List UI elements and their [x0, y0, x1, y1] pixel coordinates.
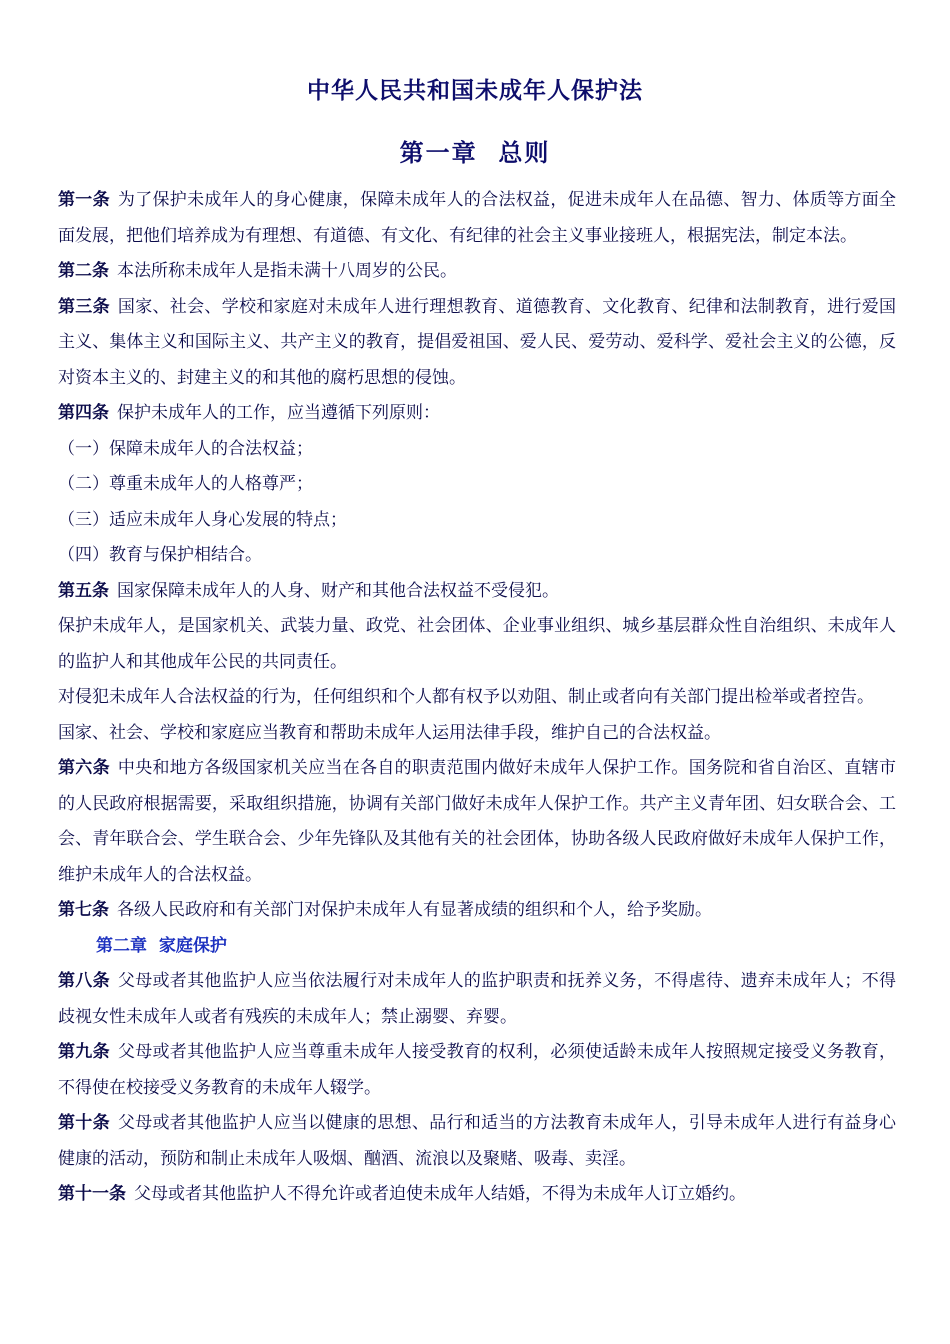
article-paragraph — [58, 1177, 896, 1213]
article-number: 第十一条 — [58, 1184, 126, 1204]
article-number: 第二条 — [58, 261, 109, 281]
article-text: （一）保障未成年人的合法权益； — [58, 438, 313, 459]
article-number: 第八条 — [58, 971, 110, 991]
article-text: （三）适应未成年人身心发展的特点； — [58, 509, 347, 530]
document-body — [58, 183, 896, 1213]
paragraph — [58, 680, 896, 716]
chapter-2-articles — [58, 964, 896, 1213]
article-text: 国家保障未成年人的人身、财产和其他合法权益不受侵犯。 — [117, 580, 559, 601]
article-text: 父母或者其他监护人不得允许或者迫使未成年人结婚，不得为未成年人订立婚约。 — [134, 1184, 746, 1204]
article-paragraph — [58, 893, 896, 929]
article-paragraph — [58, 396, 896, 432]
paragraph — [58, 503, 896, 539]
article-number: 第四条 — [58, 403, 109, 423]
article-paragraph — [58, 254, 896, 290]
article-text: 对侵犯未成年人合法权益的行为，任何组织和个人都有权予以劝阻、制止或者向有关部门提出检举或者控告。 — [58, 687, 874, 707]
article-paragraph — [58, 290, 896, 397]
article-number: 第十条 — [58, 1113, 110, 1133]
article-number: 第五条 — [58, 580, 109, 601]
chapter-1-title: 第一章 总则 — [399, 139, 551, 167]
article-paragraph — [58, 751, 896, 893]
article-text: 保护未成年人的工作，应当遵循下列原则： — [117, 403, 440, 423]
article-text: 保护未成年人，是国家机关、武装力量、政党、社会团体、企业事业组织、城乡基层群众性自治组织、未成年人的监护人和其他成年公民的共同责任。 — [58, 616, 896, 672]
article-number: 第一条 — [58, 190, 110, 210]
article-text: 中央和地方各级国家机关应当在各自的职责范围内做好未成年人保护工作。国务院和省自治区、直辖市的人民政府根据需要，采取组织措施，协调有关部门做好未成年人保护工作。共产主义青年团、妇女联合会、工会、青年联合会、学生联合会、少年先锋队及其他有关的社会团体，协助各级人民政府做好未成年人保护工作，维护未成年人的合法权益。 — [58, 758, 897, 885]
article-text: 父母或者其他监护人应当依法履行对未成年人的监护职责和抚养义务，不得虐待、遗弃未成年人；不得歧视女性未成年人或者有残疾的未成年人；禁止溺婴、弃婴。 — [58, 971, 897, 1027]
article-paragraph — [58, 1035, 896, 1106]
article-text: 本法所称未成年人是指未满十八周岁的公民。 — [117, 261, 457, 281]
article-number: 第三条 — [58, 296, 110, 317]
paragraph — [58, 538, 896, 574]
article-paragraph — [58, 574, 896, 610]
document-title: 中华人民共和国未成年人保护法 — [307, 78, 643, 104]
article-text: 各级人民政府和有关部门对保护未成年人有显著成绩的组织和个人，给予奖励。 — [117, 900, 712, 920]
article-text: 父母或者其他监护人应当以健康的思想、品行和适当的方法教育未成年人，引导未成年人进行有益身心健康的活动，预防和制止未成年人吸烟、酗酒、流浪以及聚赌、吸毒、卖淫。 — [58, 1113, 897, 1169]
article-paragraph — [58, 183, 896, 254]
article-text: 国家、社会、学校和家庭应当教育和帮助未成年人运用法律手段，维护自己的合法权益。 — [58, 722, 721, 743]
article-paragraph — [58, 1106, 896, 1177]
paragraph — [58, 609, 896, 680]
article-paragraph — [58, 964, 896, 1035]
paragraph — [58, 467, 896, 503]
article-text: 父母或者其他监护人应当尊重未成年人接受教育的权利，必须使适龄未成年人按照规定接受义务教育，不得使在校接受义务教育的未成年人辍学。 — [58, 1042, 897, 1098]
chapter-1-articles — [58, 183, 896, 929]
article-number: 第六条 — [58, 758, 110, 778]
article-text: 为了保护未成年人的身心健康，保障未成年人的合法权益，促进未成年人在品德、智力、体质等方面全面发展，把他们培养成为有理想、有道德、有文化、有纪律的社会主义事业接班人，根据宪法，制定本法。 — [58, 190, 897, 246]
article-number: 第九条 — [58, 1042, 110, 1062]
paragraph — [58, 716, 896, 752]
article-text: 国家、社会、学校和家庭对未成年人进行理想教育、道德教育、文化教育、纪律和法制教育，进行爱国主义、集体主义和国际主义、共产主义的教育，提倡爱祖国、爱人民、爱劳动、爱科学、爱社会主义的公德，反对资本主义的、封建主义的和其他的腐朽思想的侵蚀。 — [58, 296, 897, 388]
paragraph — [58, 432, 896, 468]
article-number: 第七条 — [58, 900, 109, 920]
article-text: （二）尊重未成年人的人格尊严； — [58, 474, 313, 494]
chapter-2-title: 第二章 家庭保护 — [96, 935, 227, 956]
article-text: （四）教育与保护相结合。 — [58, 545, 262, 565]
